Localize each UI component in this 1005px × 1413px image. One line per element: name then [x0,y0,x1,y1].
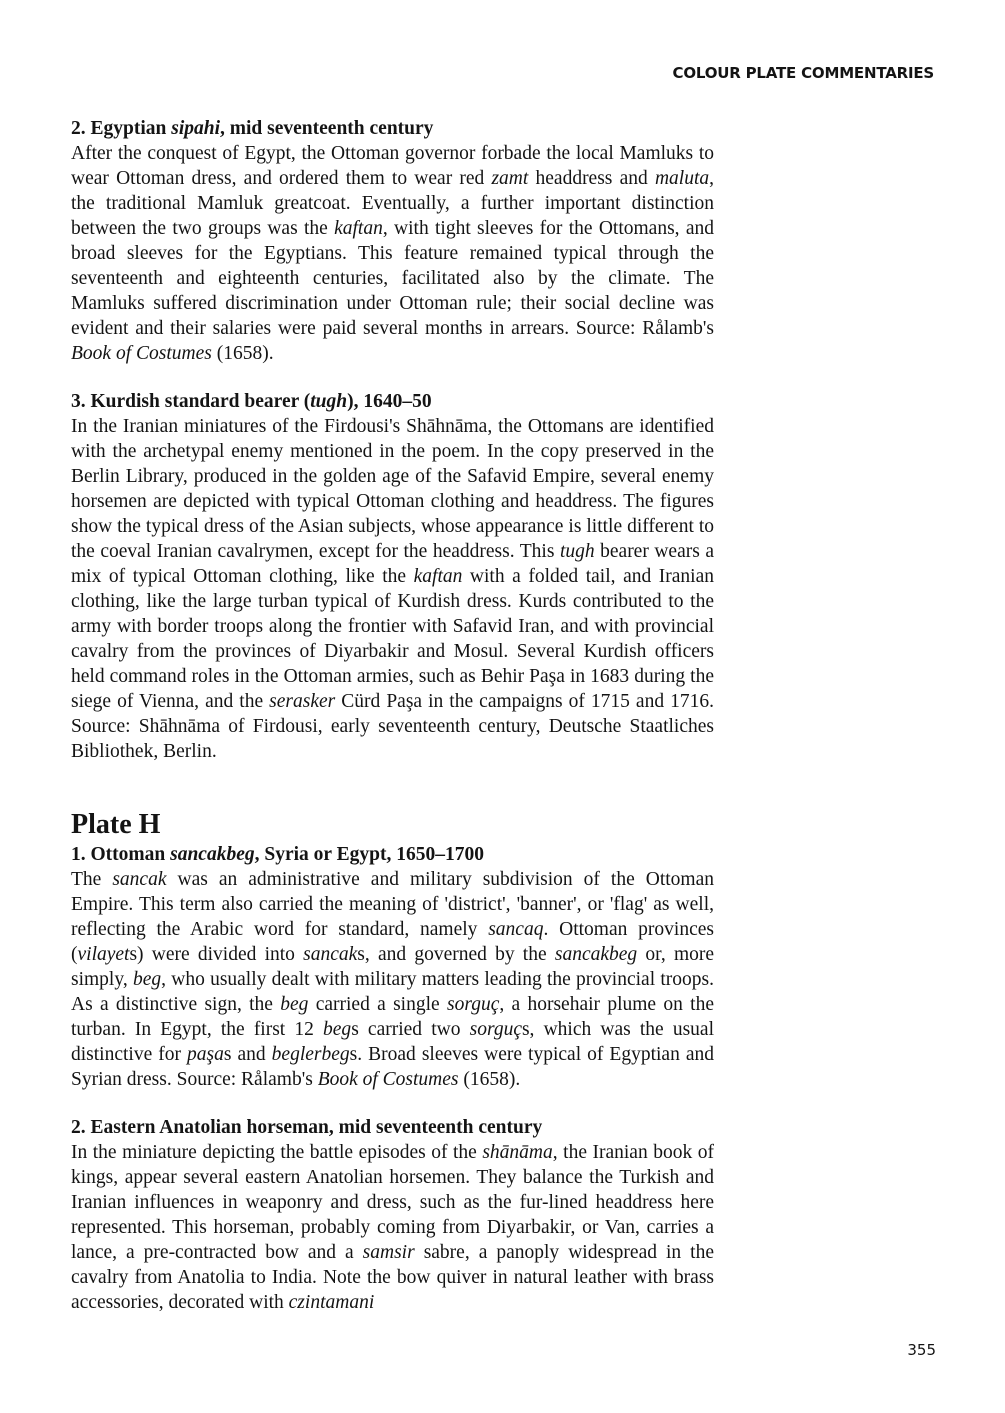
italic-run: vilayet [77,944,130,965]
italic-run: sipahi [171,118,221,139]
text-run: bearer wears a mix of typical Ottoman clothing, like the [71,541,714,587]
italic-run: czintamani [288,1292,375,1313]
text-run: , the traditional Mamluk greatcoat. Eventually, a further important distinction between the two groups was the [71,168,714,239]
italic-run: paşa [187,1044,224,1065]
italic-run: zamt [491,168,529,189]
text-run: In the miniature depicting the battle episodes of the [71,1142,483,1163]
italic-run: sancaq [488,919,544,940]
section-heading [71,389,714,414]
italic-run: sancak [303,944,358,965]
text-run: The [71,869,113,890]
text-run: s carried two [351,1019,470,1040]
italic-run: kaftan [334,218,383,239]
text-run: , mid seventeenth century [220,118,434,139]
text-run: 1. Ottoman [71,844,171,865]
section-heading [71,116,714,141]
section-heading [71,1115,714,1140]
text-run: with a folded tail, and Iranian clothing, like the large turban typical of Kurdish dress. Kurds contributed to the army with border troops along the frontier with Safavid Iran, and with provincial cavalry from the provinces of Diyarbakir and Mosul. Several Kurdish officers held command roles in the Ottoman armies, such as Behir Paşa in 1683 during the siege of Vienna, and the [71,566,714,712]
text-run: , who usually dealt with military matters leading the provincial troops. As a distinctive sign, the [71,969,714,1015]
text-run: , with tight sleeves for the Ottomans, and broad sleeves for the Egyptians. This feature remained typical through the seventeenth and eighteenth centuries, facilitated also by the climate. The Mamluks suffered discrimination under Ottoman rule; their social decline was evident and their salaries were paid several months in arrears. Source: Rålamb's [71,218,714,339]
plate-title: Plate H [71,809,161,840]
section-body [71,1140,714,1315]
italic-run: sancakbeg [554,944,638,965]
italic-run: Book of Costumes [317,1069,459,1090]
text-run: 2. Eastern Anatolian horseman, mid seventeenth century [71,1117,543,1138]
text-run: headdress and [528,168,655,189]
text-run: sabre, a panoply widespread in the cavalry from Anatolia to India. Note the bow quiver in natural leather with brass accessories, decorated with [71,1242,714,1313]
italic-run: maluta [654,168,710,189]
text-run: 2. Egyptian [71,118,172,139]
text-run: Cürd Paşa in the campaigns of 1715 and 1716. Source: Shāhnāma of Firdousi, early seventeenth century, Deutsche Staatliches Bibliothek, Berlin. [71,691,714,762]
italic-run: kaftan [413,566,463,587]
italic-run: sorguç [446,994,500,1015]
text-run: , the Iranian book of kings, appear several eastern Anatolian horsemen. They balance the Turkish and Iranian influences in weaponry and dress, such as the fur-lined headdress here represented. This horseman, probably coming from Diyarbakir, or Van, carries a lance, a pre-contracted bow and a [71,1142,714,1263]
section-body [71,414,714,764]
text-run: or, more simply, [71,944,715,990]
italic-run: serasker [269,691,336,712]
italic-run: beg [323,1019,352,1040]
text-run: (1658). [458,1069,521,1090]
text-run: s, and governed by the [357,944,555,965]
text-column [71,116,714,1315]
italic-run: shānāma [482,1142,553,1163]
italic-run: beglerbeg [271,1044,350,1065]
text-run: s. Broad sleeves were typical of Egyptian and Syrian dress. Source: Rålamb's [71,1044,714,1090]
text-run: was an administrative and military subdivision of the Ottoman Empire. This term also carried the meaning of 'district', 'banner', or 'flag' as well, reflecting the Arabic word for standard, namely [71,869,714,940]
text-run: , Syria or Egypt, 1650–1700 [254,844,484,865]
section-body [71,867,714,1092]
italic-run: samsir [362,1242,415,1263]
italic-run: beg [132,969,162,990]
text-run: , a horsehair plume on the turban. In Egypt, the first 12 [71,994,714,1040]
running-head: COLOUR PLATE COMMENTARIES [672,64,934,82]
italic-run: tugh [310,391,348,412]
text-run: . Ottoman provinces ( [71,919,714,965]
text-run: In the Iranian miniatures of the Firdousi's Shāhnāma, the Ottomans are identified with the archetypal enemy mentioned in the poem. In the copy preserved in the Berlin Library, produced in the golden age of the Safavid Empire, several enemy horsemen are depicted with typical Ottoman clothing and headdress. The figures show the typical dress of the Asian subjects, whose appearance is little different to the coeval Iranian cavalrymen, except for the headdress. This [71,416,714,562]
section-body [71,141,714,366]
text-run: (1658). [211,343,274,364]
text-run: carried a single [308,994,447,1015]
section-heading [71,842,714,867]
italic-run: sorguç [469,1019,522,1040]
italic-run: sancak [112,869,167,890]
text-run: 3. Kurdish standard bearer ( [71,391,311,412]
text-run: s, which was the usual distinctive for [71,1019,714,1065]
italic-run: sancakbeg [170,844,255,865]
italic-run: Book of Costumes [71,343,212,364]
italic-run: beg [280,994,309,1015]
italic-run: tugh [559,541,595,562]
text-run: After the conquest of Egypt, the Ottoman governor forbade the local Mamluks to wear Ottoman dress, and ordered them to wear red [71,143,714,189]
text-run: ), 1640–50 [347,391,432,412]
page-number: 355 [907,1341,936,1359]
text-run: s) were divided into [129,944,304,965]
text-run: s and [223,1044,272,1065]
